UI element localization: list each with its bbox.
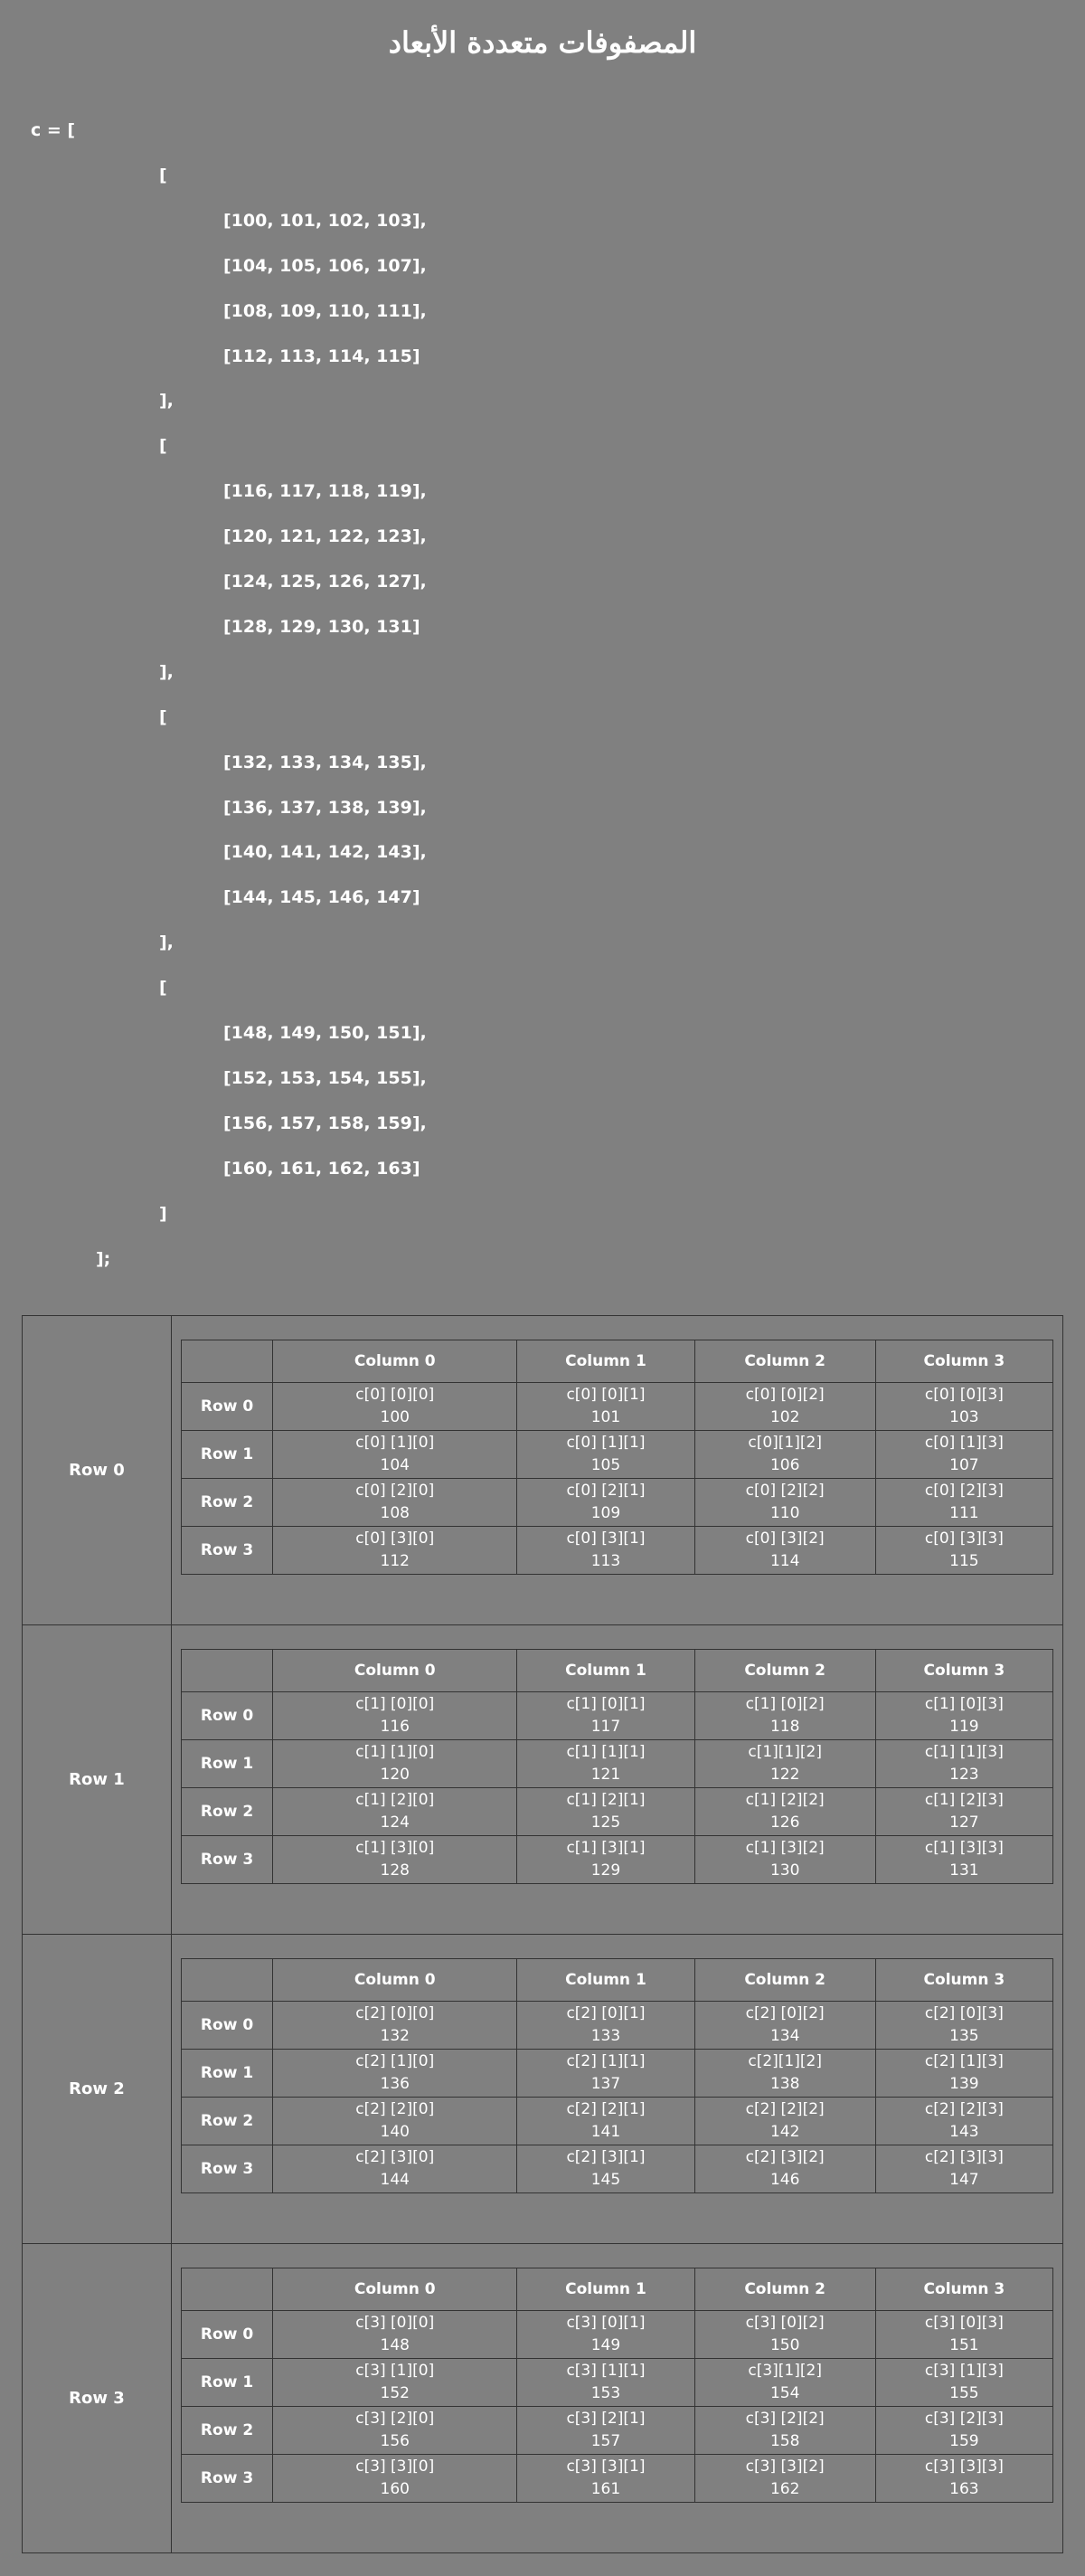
inner-table: [181, 1649, 1053, 1884]
array-cell: [875, 2455, 1052, 2503]
code-row-line: [128, 129, 130, 131]: [223, 617, 420, 637]
inner-row-label: Row 3: [182, 1836, 273, 1884]
cell-index: c[1][1][2]: [748, 1743, 822, 1761]
cell-value: 157: [590, 2432, 621, 2450]
cell-index: c[2] [1][3]: [924, 2052, 1004, 2070]
corner-cell: [182, 1340, 273, 1383]
table-row: [182, 2359, 1053, 2407]
cell-index: c[3] [2][2]: [745, 2410, 825, 2428]
code-row-line: [140, 141, 142, 143],: [223, 842, 427, 862]
cell-value: 148: [380, 2336, 410, 2354]
column-header: Column 2: [694, 2268, 875, 2311]
cell-index: c[3] [1][0]: [355, 2362, 435, 2380]
cell-value: 140: [380, 2123, 410, 2141]
array-cell: [273, 2455, 517, 2503]
cell-index: c[3] [1][1]: [566, 2362, 646, 2380]
cell-index: c[0] [2][2]: [745, 1482, 825, 1500]
cell-index: c[0] [3][2]: [745, 1530, 825, 1548]
cell-value: 127: [949, 1814, 979, 1832]
table-row: [182, 1740, 1053, 1788]
cell-index: c[2] [0][0]: [355, 2004, 435, 2022]
corner-cell: [182, 1650, 273, 1692]
column-header: Column 3: [875, 1340, 1052, 1383]
code-row-line: [120, 121, 122, 123],: [223, 526, 427, 546]
block-row: [23, 1316, 1063, 1625]
cell-value: 134: [769, 2027, 800, 2045]
cell-value: 145: [590, 2171, 621, 2189]
array-cell: [875, 1836, 1052, 1884]
code-array-open: c = [: [31, 120, 76, 140]
cell-index: c[2] [0][1]: [566, 2004, 646, 2022]
cell-value: 111: [949, 1504, 979, 1522]
cell-index: c[1] [2][3]: [924, 1791, 1004, 1809]
inner-table-container: [172, 2244, 1063, 2553]
cell-value: 129: [590, 1861, 621, 1880]
code-row-line: [152, 153, 154, 155],: [223, 1068, 427, 1088]
array-cell: [694, 1836, 875, 1884]
array-cell: [273, 1383, 517, 1431]
cell-value: 132: [380, 2027, 410, 2045]
cell-index: c[3] [0][0]: [355, 2314, 435, 2332]
inner-row-label: Row 1: [182, 2050, 273, 2098]
array-cell: [694, 2145, 875, 2193]
cell-index: c[0] [1][1]: [566, 1434, 646, 1452]
inner-row-label: Row 3: [182, 2145, 273, 2193]
cell-index: c[0] [0][1]: [566, 1386, 646, 1404]
cell-index: c[0] [0][3]: [924, 1386, 1004, 1404]
cell-index: c[2] [2][1]: [566, 2100, 646, 2118]
cell-index: c[2] [0][3]: [924, 2004, 1004, 2022]
array-cell: [517, 2050, 694, 2098]
cell-value: 126: [769, 1814, 800, 1832]
cell-index: c[3] [0][1]: [566, 2314, 646, 2332]
cell-value: 135: [949, 2027, 979, 2045]
cell-value: 125: [590, 1814, 621, 1832]
inner-table: [181, 1340, 1053, 1575]
code-row-line: [156, 157, 158, 159],: [223, 1113, 427, 1133]
cell-index: c[0] [0][0]: [355, 1386, 435, 1404]
code-array-close: ];: [96, 1249, 111, 1269]
cell-index: c[2] [3][0]: [355, 2148, 435, 2166]
array-cell: [517, 2098, 694, 2145]
array-cell: [875, 1527, 1052, 1575]
array-cell: [875, 2050, 1052, 2098]
corner-cell: [182, 2268, 273, 2311]
table-row: [182, 2407, 1053, 2455]
array-cell: [694, 2455, 875, 2503]
cell-value: 147: [949, 2171, 979, 2189]
cell-value: 113: [590, 1552, 621, 1570]
column-header: Column 2: [694, 1650, 875, 1692]
array-cell: [875, 2002, 1052, 2050]
cell-value: 101: [590, 1408, 621, 1426]
cell-index: c[3][1][2]: [748, 2362, 822, 2380]
cell-index: c[1] [0][3]: [924, 1695, 1004, 1713]
inner-table: [181, 1958, 1053, 2193]
cell-index: c[2] [1][0]: [355, 2052, 435, 2070]
code-block-open: [: [159, 166, 167, 185]
cell-value: 131: [949, 1861, 979, 1880]
array-cell: [694, 1479, 875, 1527]
array-cell: [517, 2455, 694, 2503]
cell-index: c[1] [1][0]: [355, 1743, 435, 1761]
code-row-line: [112, 113, 114, 115]: [223, 346, 420, 366]
cell-value: 110: [769, 1504, 800, 1522]
cell-value: 137: [590, 2075, 621, 2093]
cell-index: c[0] [3][0]: [355, 1530, 435, 1548]
array-cell: [517, 2359, 694, 2407]
cell-value: 108: [380, 1504, 410, 1522]
cell-index: c[0] [3][3]: [924, 1530, 1004, 1548]
cell-value: 155: [949, 2384, 979, 2402]
array-cell: [273, 2050, 517, 2098]
column-header: Column 0: [273, 1959, 517, 2002]
cell-index: c[0] [2][3]: [924, 1482, 1004, 1500]
table-row: [182, 1692, 1053, 1740]
inner-row-label: Row 1: [182, 2359, 273, 2407]
cell-index: c[2][1][2]: [748, 2052, 822, 2070]
cell-index: c[0] [2][0]: [355, 1482, 435, 1500]
code-row-line: [148, 149, 150, 151],: [223, 1023, 427, 1043]
cell-index: c[3] [2][0]: [355, 2410, 435, 2428]
cell-index: c[0] [3][1]: [566, 1530, 646, 1548]
array-cell: [694, 1431, 875, 1479]
code-row-line: [104, 105, 106, 107],: [223, 256, 427, 276]
cell-index: c[0] [1][3]: [924, 1434, 1004, 1452]
table-row: [182, 2455, 1053, 2503]
cell-value: 121: [590, 1766, 621, 1784]
cell-value: 158: [769, 2432, 800, 2450]
cell-value: 160: [380, 2480, 410, 2498]
inner-row-label: Row 0: [182, 1692, 273, 1740]
array-cell: [517, 1527, 694, 1575]
inner-row-label: Row 0: [182, 2002, 273, 2050]
inner-row-label: Row 0: [182, 2311, 273, 2359]
inner-header-row: [182, 2268, 1053, 2311]
code-row-line: [136, 137, 138, 139],: [223, 798, 427, 818]
cell-value: 115: [949, 1552, 979, 1570]
cell-value: 130: [769, 1861, 800, 1880]
block-row: [23, 1625, 1063, 1935]
cell-value: 103: [949, 1408, 979, 1426]
array-cell: [875, 2098, 1052, 2145]
block-row: [23, 2244, 1063, 2553]
cell-index: c[2] [2][0]: [355, 2100, 435, 2118]
table-row: [182, 2002, 1053, 2050]
cell-index: c[1] [2][2]: [745, 1791, 825, 1809]
cell-index: c[2] [3][2]: [745, 2148, 825, 2166]
array-cell: [875, 1788, 1052, 1836]
array-cell: [875, 1692, 1052, 1740]
inner-row-label: Row 1: [182, 1431, 273, 1479]
array-cell: [875, 1740, 1052, 1788]
cell-value: 118: [769, 1718, 800, 1736]
column-header: Column 3: [875, 2268, 1052, 2311]
cell-index: c[1] [2][0]: [355, 1791, 435, 1809]
cell-value: 128: [380, 1861, 410, 1880]
table-row: [182, 1788, 1053, 1836]
code-block-close: ]: [159, 1204, 167, 1224]
array-cell: [517, 2311, 694, 2359]
cell-value: 142: [769, 2123, 800, 2141]
array-cell: [273, 1431, 517, 1479]
code-row-line: [116, 117, 118, 119],: [223, 481, 427, 501]
cell-index: c[1] [3][1]: [566, 1839, 646, 1857]
array-cell: [875, 1383, 1052, 1431]
cell-value: 163: [949, 2480, 979, 2498]
cell-value: 124: [380, 1814, 410, 1832]
cell-index: c[3] [3][1]: [566, 2458, 646, 2476]
cell-index: c[3] [3][3]: [924, 2458, 1004, 2476]
array-cell: [694, 2050, 875, 2098]
cell-index: c[3] [1][3]: [924, 2362, 1004, 2380]
array-cell: [694, 1692, 875, 1740]
code-block-open: [: [159, 436, 167, 456]
array-cell: [517, 1479, 694, 1527]
code-row-line: [160, 161, 162, 163]: [223, 1159, 420, 1179]
cell-value: 105: [590, 1456, 621, 1474]
cell-value: 102: [769, 1408, 800, 1426]
cell-index: c[1] [3][0]: [355, 1839, 435, 1857]
array-cell: [517, 1836, 694, 1884]
column-header: Column 1: [517, 1340, 694, 1383]
inner-row-label: Row 2: [182, 1788, 273, 1836]
cell-index: c[1] [1][3]: [924, 1743, 1004, 1761]
array-cell: [875, 2359, 1052, 2407]
cell-value: 159: [949, 2432, 979, 2450]
array-cell: [273, 1527, 517, 1575]
column-header: Column 2: [694, 1959, 875, 2002]
cell-index: c[1] [3][3]: [924, 1839, 1004, 1857]
block-row-label: Row 0: [23, 1316, 172, 1625]
cell-index: c[1] [0][2]: [745, 1695, 825, 1713]
code-block-close: ],: [159, 662, 174, 682]
cell-index: c[3] [0][2]: [745, 2314, 825, 2332]
array-cell: [517, 2145, 694, 2193]
cell-index: c[3] [3][0]: [355, 2458, 435, 2476]
cell-index: c[2] [1][1]: [566, 2052, 646, 2070]
array-cell: [694, 2311, 875, 2359]
cell-value: 112: [380, 1552, 410, 1570]
array-cell: [273, 2407, 517, 2455]
inner-row-label: Row 2: [182, 2098, 273, 2145]
inner-row-label: Row 3: [182, 2455, 273, 2503]
inner-table-container: [172, 1935, 1063, 2244]
cell-value: 150: [769, 2336, 800, 2354]
array-cell: [517, 2407, 694, 2455]
cell-value: 120: [380, 1766, 410, 1784]
cell-value: 109: [590, 1504, 621, 1522]
block-row-label: Row 3: [23, 2244, 172, 2553]
corner-cell: [182, 1959, 273, 2002]
array-cell: [273, 1692, 517, 1740]
table-row: [182, 1527, 1053, 1575]
array-cell: [694, 1788, 875, 1836]
code-row-line: [100, 101, 102, 103],: [223, 211, 427, 231]
cell-value: 156: [380, 2432, 410, 2450]
cell-value: 152: [380, 2384, 410, 2402]
code-row-line: [108, 109, 110, 111],: [223, 301, 427, 321]
array-cell: [273, 1788, 517, 1836]
array-cell: [273, 2145, 517, 2193]
cell-index: c[0][1][2]: [748, 1434, 822, 1452]
array-cell: [875, 1431, 1052, 1479]
cell-value: 104: [380, 1456, 410, 1474]
array-cell: [875, 2311, 1052, 2359]
cell-index: c[1] [0][1]: [566, 1695, 646, 1713]
block-row-label: Row 2: [23, 1935, 172, 2244]
inner-row-label: Row 3: [182, 1527, 273, 1575]
array-cell: [273, 1740, 517, 1788]
inner-header-row: [182, 1340, 1053, 1383]
column-header: Column 1: [517, 2268, 694, 2311]
cell-index: c[3] [0][3]: [924, 2314, 1004, 2332]
code-row-line: [132, 133, 134, 135],: [223, 753, 427, 772]
array-cell: [875, 2145, 1052, 2193]
cell-index: c[2] [2][2]: [745, 2100, 825, 2118]
array-cell: [875, 1479, 1052, 1527]
array-cell: [875, 2407, 1052, 2455]
cell-index: c[2] [2][3]: [924, 2100, 1004, 2118]
cell-value: 117: [590, 1718, 621, 1736]
cell-value: 161: [590, 2480, 621, 2498]
array-cell: [694, 1383, 875, 1431]
inner-table-container: [172, 1316, 1063, 1625]
cell-index: c[3] [2][1]: [566, 2410, 646, 2428]
cell-index: c[1] [2][1]: [566, 1791, 646, 1809]
code-block-open: [: [159, 978, 167, 998]
cell-value: 133: [590, 2027, 621, 2045]
array-cell: [273, 1836, 517, 1884]
cell-value: 100: [380, 1408, 410, 1426]
block-row: [23, 1935, 1063, 2244]
code-block-close: ],: [159, 391, 174, 411]
inner-table-container: [172, 1625, 1063, 1935]
table-row: [182, 2050, 1053, 2098]
cell-index: c[1] [3][2]: [745, 1839, 825, 1857]
column-header: Column 1: [517, 1650, 694, 1692]
cell-value: 151: [949, 2336, 979, 2354]
cell-index: c[0] [2][1]: [566, 1482, 646, 1500]
column-header: Column 2: [694, 1340, 875, 1383]
cell-index: c[2] [0][2]: [745, 2004, 825, 2022]
array-cell: [517, 1383, 694, 1431]
column-header: Column 0: [273, 1650, 517, 1692]
array-cell: [694, 1740, 875, 1788]
column-header: Column 0: [273, 2268, 517, 2311]
array-cell: [517, 1692, 694, 1740]
column-header: Column 3: [875, 1650, 1052, 1692]
array-cell: [273, 2098, 517, 2145]
table-row: [182, 1836, 1053, 1884]
array-cell: [273, 1479, 517, 1527]
array-cell: [273, 2311, 517, 2359]
cell-index: c[2] [3][3]: [924, 2148, 1004, 2166]
column-header: Column 1: [517, 1959, 694, 2002]
column-header: Column 3: [875, 1959, 1052, 2002]
array-cell: [517, 2002, 694, 2050]
array-cell: [273, 2002, 517, 2050]
cell-value: 116: [380, 1718, 410, 1736]
code-row-line: [144, 145, 146, 147]: [223, 887, 420, 907]
array-cell: [694, 2002, 875, 2050]
cell-index: c[1] [1][1]: [566, 1743, 646, 1761]
cell-value: 139: [949, 2075, 979, 2093]
cell-value: 144: [380, 2171, 410, 2189]
cell-index: c[0] [1][0]: [355, 1434, 435, 1452]
table-row: [182, 1479, 1053, 1527]
array-cell: [517, 1740, 694, 1788]
cell-value: 123: [949, 1766, 979, 1784]
cell-value: 154: [769, 2384, 800, 2402]
cell-index: c[3] [3][2]: [745, 2458, 825, 2476]
column-header: Column 0: [273, 1340, 517, 1383]
table-row: [182, 2145, 1053, 2193]
table-row: [182, 1383, 1053, 1431]
cell-value: 119: [949, 1718, 979, 1736]
code-block-close: ],: [159, 933, 174, 952]
code-block-open: [: [159, 707, 167, 727]
array-cell: [694, 2098, 875, 2145]
cell-value: 141: [590, 2123, 621, 2141]
cell-value: 149: [590, 2336, 621, 2354]
table-row: [182, 2311, 1053, 2359]
code-row-line: [124, 125, 126, 127],: [223, 572, 427, 592]
cell-value: 106: [769, 1456, 800, 1474]
inner-header-row: [182, 1959, 1053, 2002]
inner-row-label: Row 2: [182, 2407, 273, 2455]
cell-value: 143: [949, 2123, 979, 2141]
array-cell: [694, 1527, 875, 1575]
table-row: [182, 2098, 1053, 2145]
inner-row-label: Row 1: [182, 1740, 273, 1788]
cell-index: c[1] [0][0]: [355, 1695, 435, 1713]
block-row-label: Row 1: [23, 1625, 172, 1935]
cell-value: 136: [380, 2075, 410, 2093]
page-title: المصفوفات متعددة الأبعاد: [388, 25, 697, 60]
array-cell: [694, 2407, 875, 2455]
cell-value: 122: [769, 1766, 800, 1784]
cell-value: 114: [769, 1552, 800, 1570]
inner-row-label: Row 0: [182, 1383, 273, 1431]
cell-value: 153: [590, 2384, 621, 2402]
array-cell: [273, 2359, 517, 2407]
cell-value: 107: [949, 1456, 979, 1474]
inner-row-label: Row 2: [182, 1479, 273, 1527]
cell-index: c[0] [0][2]: [745, 1386, 825, 1404]
cell-value: 146: [769, 2171, 800, 2189]
cell-value: 162: [769, 2480, 800, 2498]
array-cell: [517, 1788, 694, 1836]
multidimensional-array-table: [22, 1315, 1063, 2553]
cell-value: 138: [769, 2075, 800, 2093]
cell-index: c[2] [3][1]: [566, 2148, 646, 2166]
table-row: [182, 1431, 1053, 1479]
inner-table: [181, 2268, 1053, 2503]
cell-index: c[3] [2][3]: [924, 2410, 1004, 2428]
array-cell: [517, 1431, 694, 1479]
inner-header-row: [182, 1650, 1053, 1692]
array-cell: [694, 2359, 875, 2407]
